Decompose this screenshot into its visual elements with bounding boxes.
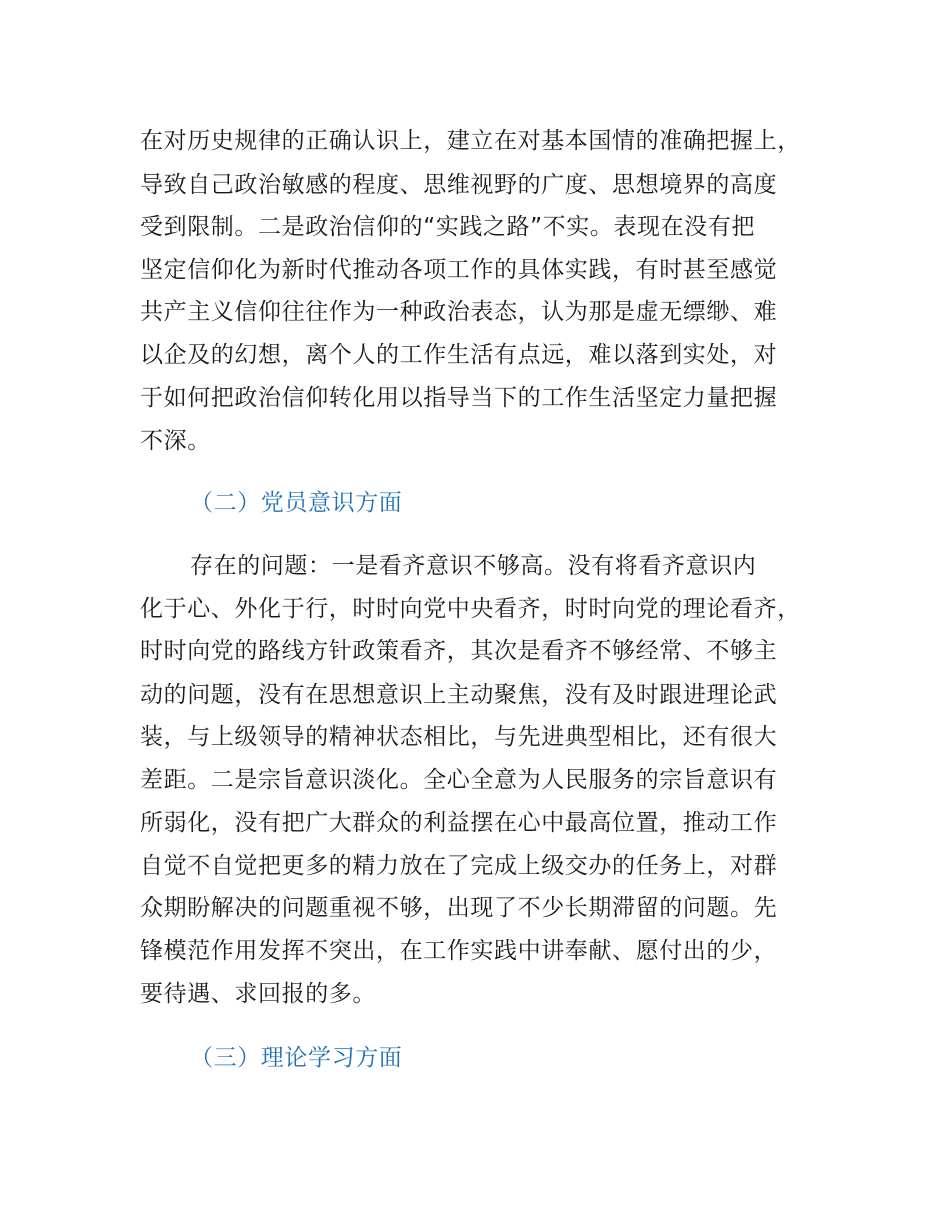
section-heading-party-member-awareness: （二）党员意识方面 bbox=[190, 490, 403, 516]
paragraph-line: 所弱化，没有把广大群众的利益摆在心中最高位置，推动工作 bbox=[140, 810, 778, 836]
paragraph-line: 存在的问题：一是看齐意识不够高。没有将看齐意识内 bbox=[190, 553, 757, 579]
paragraph-line: 受到限制。二是政治信仰的“实践之路”不实。表现在没有把 bbox=[140, 214, 756, 240]
paragraph-line: 导致自己政治敏感的程度、思维视野的广度、思想境界的高度 bbox=[140, 172, 778, 198]
paragraph-line: 装，与上级领导的精神状态相比，与先进典型相比，还有很大 bbox=[140, 724, 778, 750]
paragraph-line: 化于心、外化于行，时时向党中央看齐，时时向党的理论看齐， bbox=[140, 596, 801, 622]
paragraph-line: 要待遇、求回报的多。 bbox=[140, 981, 376, 1007]
paragraph-line: 差距。二是宗旨意识淡化。全心全意为人民服务的宗旨意识有 bbox=[140, 767, 778, 793]
paragraph-line: 时时向党的路线方针政策看齐，其次是看齐不够经常、不够主 bbox=[140, 638, 778, 664]
paragraph-line: 自觉不自觉把更多的精力放在了完成上级交办的任务上，对群 bbox=[140, 853, 778, 879]
paragraph-line: 以企及的幻想，离个人的工作生活有点远，难以落到实处，对 bbox=[140, 342, 778, 368]
paragraph-line: 在对历史规律的正确认识上，建立在对基本国情的准确把握上， bbox=[140, 128, 801, 154]
paragraph-line: 众期盼解决的问题重视不够，出现了不少长期滞留的问题。先 bbox=[140, 895, 778, 921]
paragraph-line: 锋模范作用发挥不突出，在工作实践中讲奉献、愿付出的少， bbox=[140, 938, 778, 964]
paragraph-line: 不深。 bbox=[140, 428, 211, 454]
paragraph-line: 于如何把政治信仰转化用以指导当下的工作生活坚定力量把握 bbox=[140, 385, 778, 411]
section-heading-theory-study: （三）理论学习方面 bbox=[190, 1045, 403, 1071]
paragraph-line: 共产主义信仰往往作为一种政治表态，认为那是虚无缥缈、难 bbox=[140, 299, 778, 325]
paragraph-line: 动的问题，没有在思想意识上主动聚焦，没有及时跟进理论武 bbox=[140, 682, 778, 708]
paragraph-line: 坚定信仰化为新时代推动各项工作的具体实践，有时甚至感觉 bbox=[140, 257, 778, 283]
